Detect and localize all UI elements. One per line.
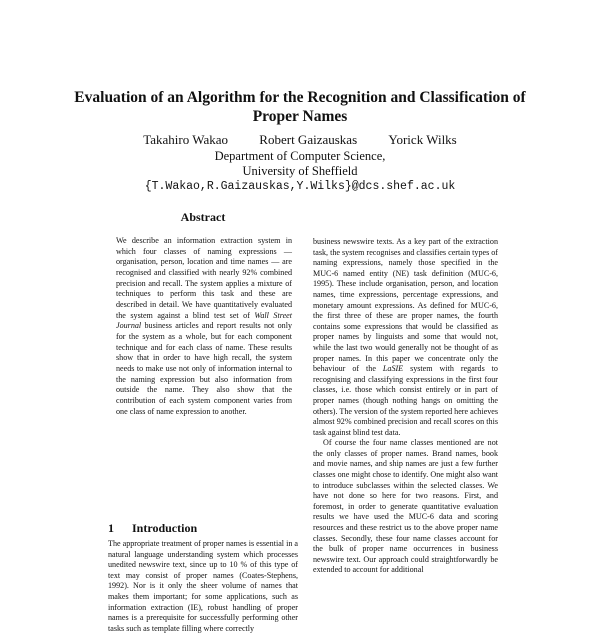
right-paragraph	[313, 237, 498, 438]
abstract-text	[116, 236, 292, 417]
author-name: Takahiro Wakao	[143, 132, 229, 147]
abstract-text-part: We describe an information extraction system in which four classes of naming expressions — organisation, person, location and time names — are recognised and classified with nearly 92% combined precision and recall. The system applies a mixture of techniques to perform this task and these are described in detail. We have quantitatively evaluated the system against a blind test set of	[116, 236, 292, 320]
right-paragraph: Of course the four name classes mentioned are not the only classes of proper names. Brand names, book and movie names, and ship names are just a few further classes one might chose to identify. One might also want to introduce subclasses within the selected classes. We have not done so here for two reasons. First, and foremost, in order to generate quantitative evaluation results we have used the MUC-6 data and scoring resources and these restrict us to the above proper name classes. Secondly, these four name classes account for the bulk of proper name occurrences in business newswire text. Our approach could straightforwardly be extended to account for additional	[313, 438, 498, 575]
section-number: 1	[108, 521, 114, 535]
introduction-text: The appropriate treatment of proper names is essential in a natural language understanding system which processes unedited newswire text, since up to 10 % of this type of text may consist of proper names (Coates-Stephens, 1992). Nor is it only the sheer volume of names that makes them important; for some applications, such as information extraction (IE), robust handling of proper names is a prerequisite for successfully performing other tasks such as template filling where correctly	[108, 539, 298, 633]
abstract-italic-source: Wall Street Journal	[116, 310, 292, 331]
right-text-part: business newswire texts. As a key part of the extraction task, the system recognises and classifies certain types of naming expressions, namely those specified in the MUC-6 named entity (NE) task definition (MUC-6, 1995). These include organisation, person, and location names, time expressions, percentage expressions, and monetary amount expressions. As defined for MUC-6, the first three of these are proper names, the fourth contains some expressions that would be classified as proper names by linguists and some that would not, while the last two would generally not be thought of as proper names. In this paper we concentrate only the behaviour of the	[313, 237, 498, 374]
section-heading-introduction	[108, 521, 298, 536]
author-name: Robert Gaizauskas	[259, 132, 358, 147]
affiliation	[60, 149, 540, 194]
section-title: Introduction	[132, 521, 198, 535]
abstract-text-part: business articles and report results not only for the system as a whole, but for each component technique and for each class of name. These results show that in order to have high recall, the system needs to make use not only of information internal to the naming expression but also information from outside the name. They also show that the contribution of each system component varies from one class of name expression to another.	[116, 321, 292, 416]
author-name: Yorick Wilks	[388, 132, 457, 147]
abstract-heading-block	[108, 210, 298, 235]
email-line: {T.Wakao,R.Gaizauskas,Y.Wilks}@dcs.shef.ac.uk	[144, 180, 456, 193]
department-line: Department of Computer Science,	[214, 149, 386, 163]
author-list	[60, 132, 540, 148]
right-column	[313, 237, 498, 576]
university-line: University of Sheffield	[242, 164, 358, 178]
abstract-heading: Abstract	[180, 210, 226, 224]
right-text-part: system with regards to recognising and classifying expressions in the first four classes, i.e. those which consist entirely or in part of proper names (though nothing hangs on omitting the others). The version of the system reported here achieves almost 92% combined precision and recall scores on this task against blind test data.	[313, 364, 498, 437]
right-italic-system-name: LaSIE	[382, 364, 404, 374]
paper-title: Evaluation of an Algorithm for the Recognition and Classification of Proper Names	[74, 89, 526, 125]
